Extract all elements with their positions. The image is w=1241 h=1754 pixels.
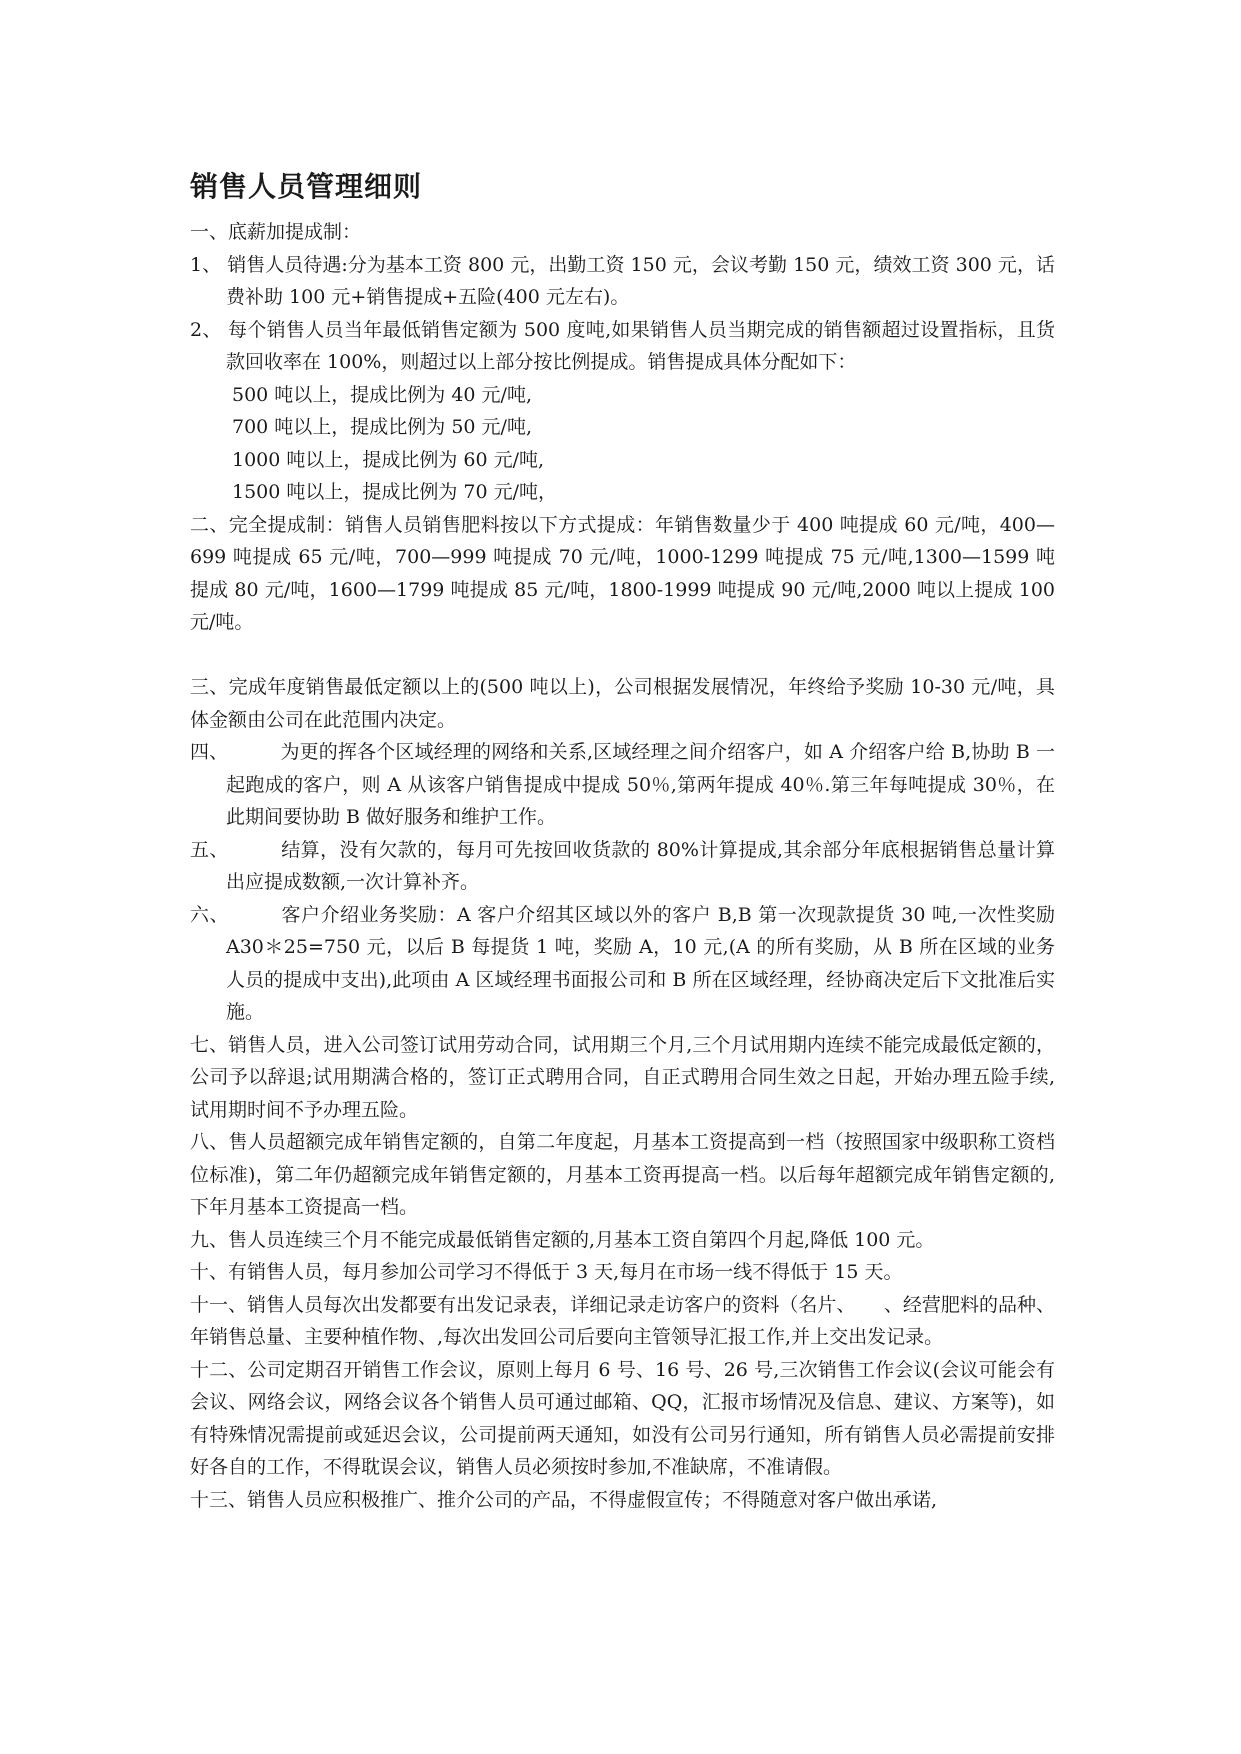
commission-rate-2: 700 吨以上，提成比例为 50 元/吨,: [232, 416, 533, 438]
section-8: 八、售人员超额完成年销售定额的，自第二年度起，月基本工资提高到一档（按照国家中级职称工资档位标准)，第二年仍超额完成年销售定额的，月基本工资再提高一档。以后每年超额完成年销售定额的,下年月基本工资提高一档。: [190, 1131, 1055, 1218]
section-7: 七、销售人员，进入公司签订试用劳动合同，试用期三个月,三个月试用期内连续不能完成最低定额的，公司予以辞退;试用期满合格的，签订正式聘用合同，自正式聘用合同生效之日起，开始办理五险手续,试用期时间不予办理五险。: [190, 1033, 1055, 1121]
section-11: 十一、销售人员每次出发都要有出发记录表，详细记录走访客户的资料（名片、 、经营肥料的品种、年销售总量、主要种植作物、,每次出发回公司后要向主管领导汇报工作,并上交出发记录。: [190, 1293, 1055, 1348]
document-body: [190, 216, 1094, 1516]
section-5: [190, 834, 1055, 899]
section-6-label: 六、: [190, 903, 229, 926]
section-9: 九、售人员连续三个月不能完成最低销售定额的,月基本工资自第四个月起,降低 100 元。: [190, 1228, 935, 1251]
section-5-text: 结算，没有欠款的，每月可先按回收货款的 80%计算提成,其余部分年底根据销售总量计算出应提成数额,一次计算补齐。: [226, 838, 1055, 893]
section-4-label: 四、: [190, 741, 229, 763]
section-6: [190, 899, 1055, 1029]
section-1-item-2: 2、 每个销售人员当年最低销售定额为 500 度吨,如果销售人员当期完成的销售额超过设置指标，且货款回收率在 100%，则超过以上部分按比例提成。销售提成具体分配如下：: [190, 318, 1055, 373]
section-5-label: 五、: [190, 838, 229, 861]
section-12: 十二、公司定期召开销售工作会议，原则上每月 6 号、16 号、26 号,三次销售工作会议(会议可能会有 会议、网络会议，网络会议各个销售人员可通过邮箱、QQ，汇报市场情况及信息、建议、方案等)，如有特殊情况需提前或延迟会议，公司提前两天通知，如没有公司另行通知，所有销售人员必需提前安排好各自的工作，不得耽误会议，销售人员必须按时参加,不准缺席，不准请假。: [190, 1358, 1094, 1478]
section-2: 二、完全提成制：销售人员销售肥料按以下方式提成：年销售数量少于 400 吨提成 60 元/吨，400—699 吨提成 65 元/吨，700—999 吨提成 70 元/吨，1000-1299 吨提成 75 元/吨,1300—1599 吨提成 80 元/吨，1600—1799 吨提成 85 元/吨，1800-1999 吨提成 90 元/吨,2000 吨以上提成 100 元/吨。: [190, 513, 1055, 633]
commission-rate-4: 1500 吨以上，提成比例为 70 元/吨，: [232, 481, 558, 503]
commission-rate-1: 500 吨以上，提成比例为 40 元/吨,: [232, 383, 533, 406]
section-3: 三、完成年度销售最低定额以上的(500 吨以上)，公司根据发展情况，年终给予奖励 10-30 元/吨，具体金额由公司在此范围内决定。: [190, 676, 1055, 731]
document-title: 销售人员管理细则: [190, 170, 423, 203]
blank-line: [190, 639, 1055, 672]
section-1-item-1: 1、 销售人员待遇:分为基本工资 800 元，出勤工资 150 元，会议考勤 150 元，绩效工资 300 元，话费补助 100 元+销售提成+五险(400 元左右)。: [190, 253, 1055, 308]
section-1-heading: 一、底薪加提成制：: [190, 221, 362, 243]
section-4: [190, 736, 1055, 834]
section-13: 十三、销售人员应积极推广、推介公司的产品，不得虚假宣传；不得随意对客户做出承诺,: [190, 1488, 938, 1511]
section-4-text: 为更的挥各个区域经理的网络和关系,区域经理之间介绍客户，如 A 介绍客户给 B,协助 B 一起跑成的客户，则 A 从该客户销售提成中提成 50％,第两年提成 40％.第三年每吨提成 30％，在此期间要协助 B 做好服务和维护工作。: [226, 741, 1055, 828]
commission-rate-3: 1000 吨以上，提成比例为 60 元/吨,: [232, 448, 545, 471]
section-10: 十、有销售人员，每月参加公司学习不得低于 3 天,每月在市场一线不得低于 15 天。: [190, 1261, 903, 1283]
section-6-text: 客户介绍业务奖励：A 客户介绍其区域以外的客户 B,B 第一次现款提货 30 吨,一次性奖励 A30＊25=750 元，以后 B 每提货 1 吨，奖励 A，10 元,(A 的所有奖励，从 B 所在区域的业务人员的提成中支出),此项由 A 区域经理书面报公司和 B 所在区域经理，经协商决定后下文批准后实施。: [226, 903, 1055, 1023]
